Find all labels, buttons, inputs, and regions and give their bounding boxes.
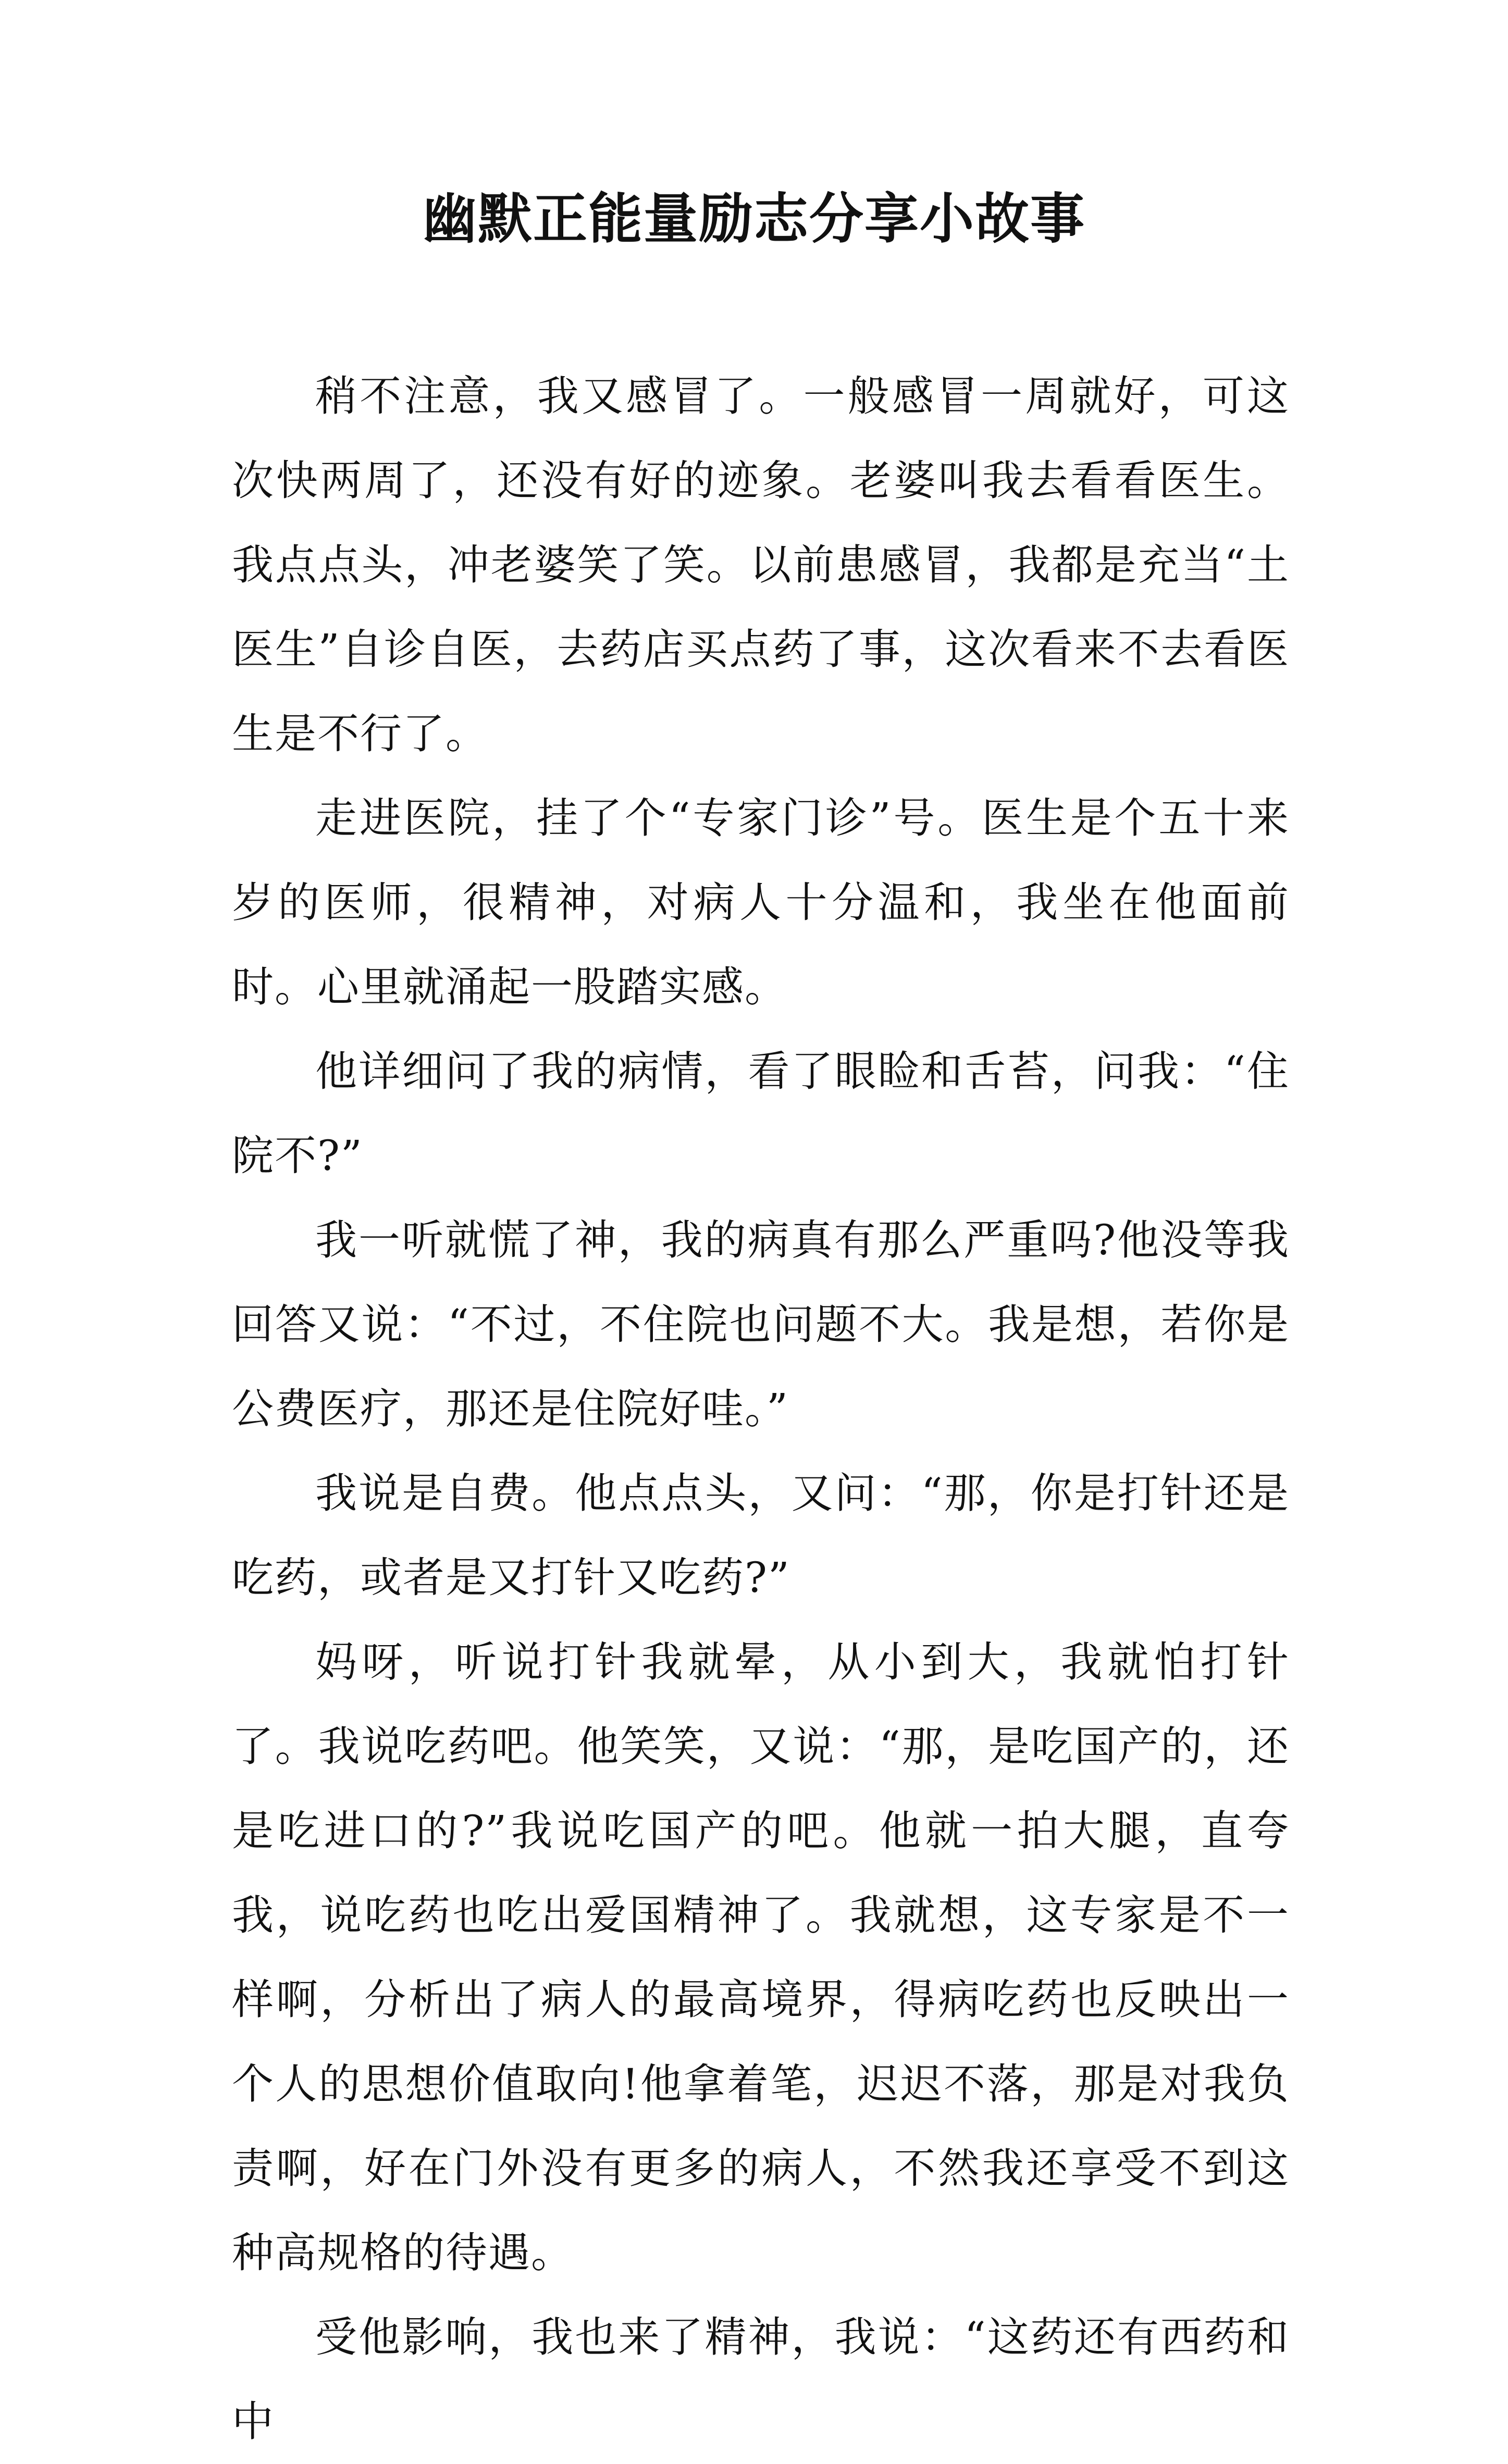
paragraph: 他详细问了我的病情，看了眼睑和舌苔，问我：“住院不?”: [232, 1047, 1290, 1180]
document-title: 幽默正能量励志分享小故事: [422, 187, 1085, 251]
paragraph: 走进医院，挂了个“专家门诊”号。医生是个五十来岁的医师，很精神，对病人十分温和，我坐在他面前时。心里就涌起一股踏实感。: [232, 794, 1290, 1011]
paragraph: 我说是自费。他点点头，又问：“那，你是打针还是吃药，或者是又打针又吃药?”: [232, 1469, 1290, 1602]
document-body: [232, 354, 1290, 2464]
paragraph: 妈呀，听说打针我就晕，从小到大，我就怕打针了。我说吃药吧。他笑笑，又说：“那，是吃国产的，还是吃进口的?”我说吃国产的吧。他就一拍大腿，直夸我，说吃药也吃出爱国精神了。我就想，这专家是不一样啊，分析出了病人的最高境界，得病吃药也反映出一个人的思想价值取向!他拿着笔，迟迟不落，那是对我负责啊，好在门外没有更多的病人，不然我还享受不到这种高规格的待遇。: [232, 1638, 1290, 2277]
paragraph: 我一听就慌了神，我的病真有那么严重吗?他没等我回答又说：“不过，不住院也问题不大。我是想，若你是公费医疗，那还是住院好哇。”: [232, 1216, 1290, 1433]
paragraph: 受他影响，我也来了精神，我说：“这药还有西药和中: [232, 2313, 1290, 2446]
paragraph: 稍不注意，我又感冒了。一般感冒一周就好，可这次快两周了，还没有好的迹象。老婆叫我去看看医生。我点点头，冲老婆笑了笑。以前患感冒，我都是充当“土医生”自诊自医，去药店买点药了事，这次看来不去看医生是不行了。: [232, 372, 1290, 758]
